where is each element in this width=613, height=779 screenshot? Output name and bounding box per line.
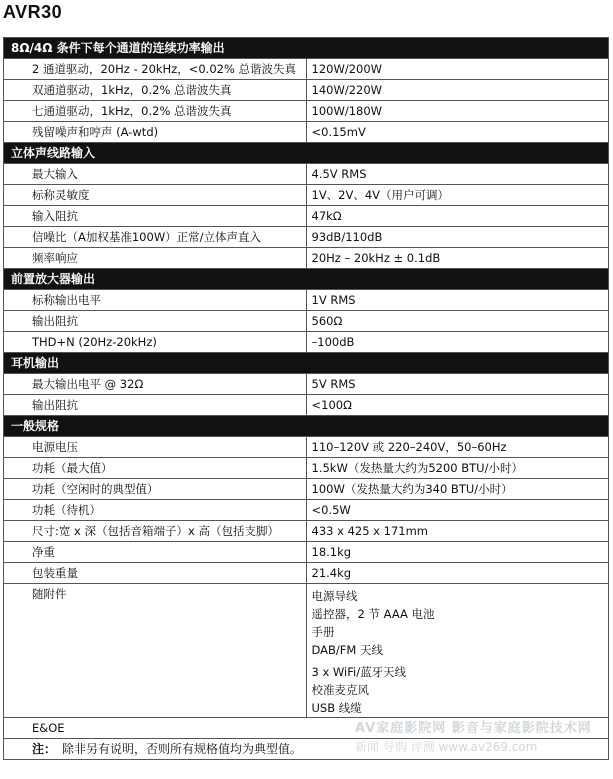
spec-value: 4.5V RMS xyxy=(306,164,609,185)
spec-row xyxy=(4,521,609,542)
spec-label: 残留噪声和哼声 (A-wtd) xyxy=(4,122,307,143)
spec-row xyxy=(4,227,609,248)
eoe-text: E&OE xyxy=(4,718,609,739)
spec-value: –100dB xyxy=(306,332,609,353)
spec-label: 输入阻抗 xyxy=(4,206,307,227)
spec-value: 1V、2V、4V（用户可调） xyxy=(306,185,609,206)
spec-label: 最大输出电平 @ 32Ω xyxy=(4,374,307,395)
spec-label: 尺寸:宽 x 深（包括音箱端子）x 高（包括支脚） xyxy=(4,521,307,542)
accessory-item: 电源导线 xyxy=(311,589,358,603)
spec-row xyxy=(4,500,609,521)
spec-row xyxy=(4,458,609,479)
spec-value: 1V RMS xyxy=(306,290,609,311)
spec-row xyxy=(4,542,609,563)
spec-value: 100W/180W xyxy=(306,101,609,122)
spec-row xyxy=(4,122,609,143)
spec-label: 2 通道驱动，20Hz - 20kHz，<0.02% 总谐波失真 xyxy=(4,59,307,80)
section-header: 8Ω/4Ω 条件下每个通道的连续功率输出 xyxy=(4,38,609,59)
spec-label: 功耗（空闲时的典型值） xyxy=(4,479,307,500)
accessories-row xyxy=(4,584,609,718)
spec-label: 包装重量 xyxy=(4,563,307,584)
spec-row xyxy=(4,374,609,395)
watermark xyxy=(355,717,605,757)
spec-table xyxy=(3,37,609,760)
spec-row xyxy=(4,248,609,269)
spec-value: <0.15mV xyxy=(306,122,609,143)
accessory-item: 校准麦克风 xyxy=(311,683,369,697)
spec-label: 电源电压 xyxy=(4,437,307,458)
spec-label: 净重 xyxy=(4,542,307,563)
section-header: 前置放大器输出 xyxy=(4,269,609,290)
spec-value: 5V RMS xyxy=(306,374,609,395)
spec-table-body xyxy=(4,38,609,760)
spec-row xyxy=(4,290,609,311)
spec-value: 18.1kg xyxy=(306,542,609,563)
spec-value: 110–120V 或 220–240V，50–60Hz xyxy=(306,437,609,458)
spec-row xyxy=(4,185,609,206)
section-header: 耳机输出 xyxy=(4,353,609,374)
spec-label: 七通道驱动，1kHz，0.2% 总谐波失真 xyxy=(4,101,307,122)
spec-label: 信噪比（A加权基准100W）正常/立体声直入 xyxy=(4,227,307,248)
section-header-row xyxy=(4,269,609,290)
spec-value: 100W（发热量大约为340 BTU/小时） xyxy=(306,479,609,500)
spec-value: 93dB/110dB xyxy=(306,227,609,248)
spec-value: 120W/200W xyxy=(306,59,609,80)
spec-value: 47kΩ xyxy=(306,206,609,227)
spec-row xyxy=(4,206,609,227)
spec-row xyxy=(4,59,609,80)
spec-label: 标称灵敏度 xyxy=(4,185,307,206)
section-header: 立体声线路输入 xyxy=(4,143,609,164)
note-label: 注： xyxy=(32,742,57,756)
section-header-row xyxy=(4,416,609,437)
note-text: 除非另有说明，否则所有规格值均为典型值。 xyxy=(62,742,303,756)
spec-value: 560Ω xyxy=(306,311,609,332)
spec-label: 输出阻抗 xyxy=(4,395,307,416)
spec-label: 频率响应 xyxy=(4,248,307,269)
watermark-line-2: 新闻 导购 评测 www.av269.com xyxy=(355,740,538,754)
spec-value: <0.5W xyxy=(306,500,609,521)
spec-label: 标称输出电平 xyxy=(4,290,307,311)
spec-row xyxy=(4,563,609,584)
spec-value: 21.4kg xyxy=(306,563,609,584)
spec-label: THD+N (20Hz-20kHz) xyxy=(4,332,307,353)
spec-value: 1.5kW（发热量大约为5200 BTU/小时） xyxy=(306,458,609,479)
section-header: 一般规格 xyxy=(4,416,609,437)
spec-row xyxy=(4,101,609,122)
accessory-item: 手册 xyxy=(311,625,335,639)
section-header-row xyxy=(4,353,609,374)
spec-label: 双通道驱动，1kHz，0.2% 总谐波失真 xyxy=(4,80,307,101)
accessories-label: 随附件 xyxy=(4,584,307,718)
accessory-item: 遥控器，2 节 AAA 电池 xyxy=(311,607,435,621)
spec-row xyxy=(4,164,609,185)
accessory-item: 3 x WiFi/蓝牙天线 xyxy=(311,665,407,679)
page-title: AVR30 xyxy=(3,2,63,22)
spec-value: 433 x 425 x 171mm xyxy=(306,521,609,542)
section-header-row xyxy=(4,38,609,59)
spec-value: 140W/220W xyxy=(306,80,609,101)
spec-row xyxy=(4,332,609,353)
accessories-list xyxy=(306,584,609,718)
spec-label: 输出阻抗 xyxy=(4,311,307,332)
watermark-line-1: AV家庭影院网 影音与家庭影院技术网 xyxy=(355,721,592,736)
accessory-item: USB 线缆 xyxy=(311,701,362,715)
spec-row xyxy=(4,395,609,416)
accessory-item: DAB/FM 天线 xyxy=(311,643,383,657)
section-header-row xyxy=(4,143,609,164)
spec-value: 20Hz – 20kHz ± 0.1dB xyxy=(306,248,609,269)
spec-row xyxy=(4,80,609,101)
spec-row xyxy=(4,479,609,500)
spec-row xyxy=(4,437,609,458)
spec-label: 功耗（最大值） xyxy=(4,458,307,479)
spec-label: 功耗（待机） xyxy=(4,500,307,521)
spec-value: <100Ω xyxy=(306,395,609,416)
spec-row xyxy=(4,311,609,332)
spec-label: 最大输入 xyxy=(4,164,307,185)
